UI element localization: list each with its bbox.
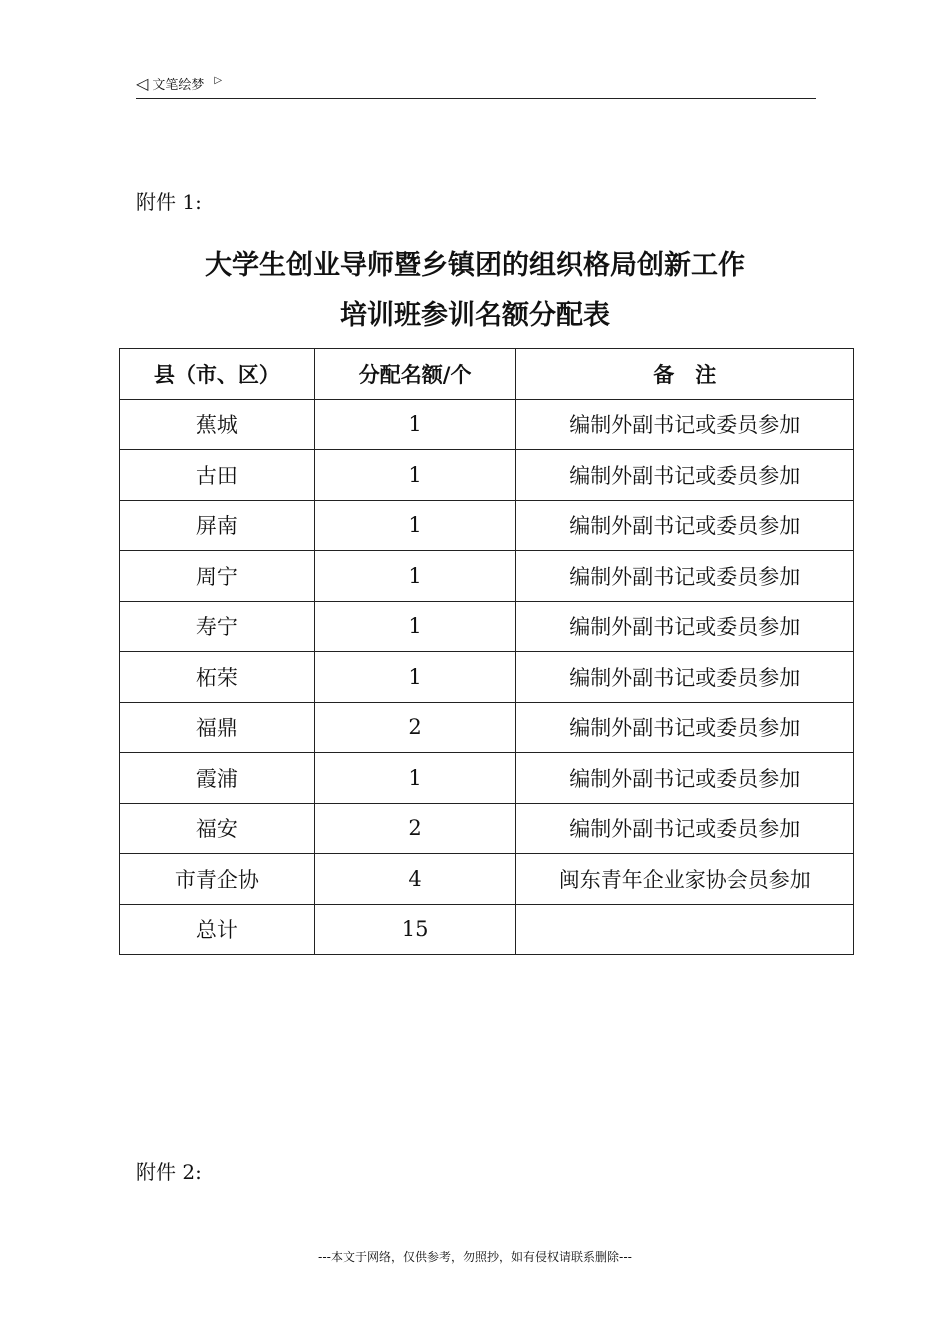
table-row — [120, 450, 854, 501]
cell-quota: 2 — [314, 803, 516, 854]
cell-county: 寿宁 — [120, 601, 315, 652]
table-row — [120, 702, 854, 753]
brand-text: 文笔绘梦 — [152, 78, 205, 93]
cell-quota: 1 — [314, 500, 516, 551]
document-title-line-1: 大学生创业导师暨乡镇团的组织格局创新工作 — [205, 250, 745, 281]
table-row — [120, 803, 854, 854]
header-county: 县（市、区） — [120, 349, 315, 400]
table-row — [120, 753, 854, 804]
cell-county: 柘荣 — [120, 652, 315, 703]
cell-quota: 4 — [314, 854, 516, 905]
cell-county: 蕉城 — [120, 399, 315, 450]
cell-county: 市青企协 — [120, 854, 315, 905]
cell-remarks: 编制外副书记或委员参加 — [516, 652, 854, 703]
page-header — [136, 72, 816, 99]
table-row — [120, 904, 854, 955]
cell-quota: 1 — [314, 450, 516, 501]
cell-remarks: 编制外副书记或委员参加 — [516, 601, 854, 652]
cell-quota: 1 — [314, 399, 516, 450]
table-row — [120, 652, 854, 703]
cell-quota: 1 — [314, 601, 516, 652]
cell-quota: 1 — [314, 551, 516, 602]
cell-quota: 1 — [314, 753, 516, 804]
table-row — [120, 551, 854, 602]
cell-county: 屏南 — [120, 500, 315, 551]
cell-remarks: 编制外副书记或委员参加 — [516, 803, 854, 854]
cell-county: 总计 — [120, 904, 315, 955]
footer-disclaimer: ---本文于网络，仅供参考，勿照抄，如有侵权请联系删除--- — [318, 1250, 632, 1264]
cell-remarks: 编制外副书记或委员参加 — [516, 500, 854, 551]
cell-remarks: 编制外副书记或委员参加 — [516, 702, 854, 753]
cell-remarks: 编制外副书记或委员参加 — [516, 450, 854, 501]
cell-county: 福鼎 — [120, 702, 315, 753]
header-remarks: 备 注 — [516, 349, 854, 400]
right-triangle-icon: ▷ — [214, 75, 223, 86]
cell-county: 霞浦 — [120, 753, 315, 804]
document-title-line-2: 培训班参训名额分配表 — [340, 300, 610, 331]
cell-remarks: 编制外副书记或委员参加 — [516, 753, 854, 804]
cell-county: 周宁 — [120, 551, 315, 602]
table-row — [120, 854, 854, 905]
header-brand — [136, 74, 222, 93]
cell-county: 古田 — [120, 450, 315, 501]
table-header-row — [120, 349, 854, 400]
table-body — [120, 399, 854, 955]
attachment-2-label: 附件 2: — [136, 1160, 202, 1184]
table-row — [120, 500, 854, 551]
cell-remarks: 闽东青年企业家协会员参加 — [516, 854, 854, 905]
left-triangle-icon: ◁ — [136, 74, 149, 93]
cell-remarks — [516, 904, 854, 955]
table-row — [120, 399, 854, 450]
cell-county: 福安 — [120, 803, 315, 854]
cell-quota: 2 — [314, 702, 516, 753]
cell-quota: 1 — [314, 652, 516, 703]
cell-remarks: 编制外副书记或委员参加 — [516, 551, 854, 602]
allocation-table — [119, 348, 854, 955]
attachment-1-label: 附件 1: — [136, 190, 202, 214]
cell-remarks: 编制外副书记或委员参加 — [516, 399, 854, 450]
table-row — [120, 601, 854, 652]
header-quota: 分配名额/个 — [314, 349, 516, 400]
cell-quota: 15 — [314, 904, 516, 955]
